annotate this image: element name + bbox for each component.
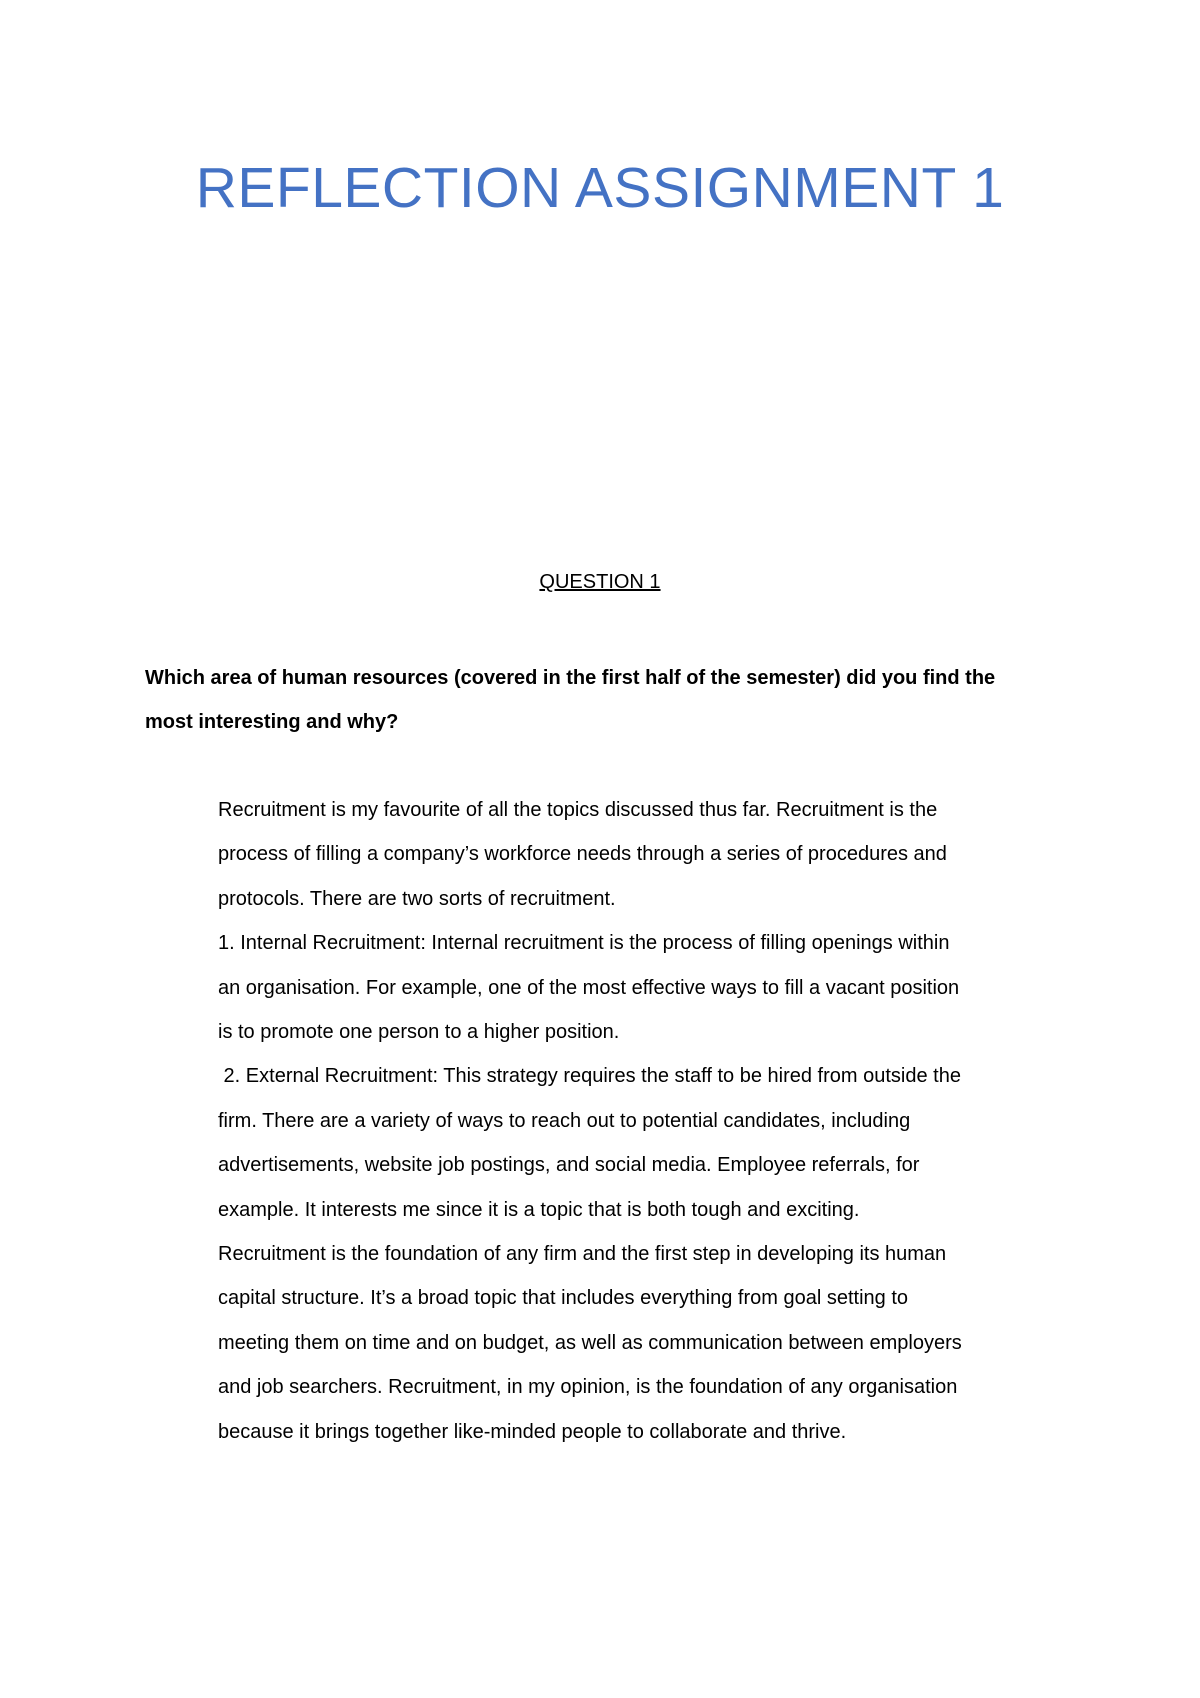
question-heading: QUESTION 1 <box>539 571 661 593</box>
answer-line: Recruitment is my favourite of all the topics discussed thus far. Recruitment is the <box>218 799 938 821</box>
answer-line: meeting them on time and on budget, as well as communication between employers <box>218 1331 962 1354</box>
answer-body <box>218 788 1068 1454</box>
answer-line: advertisements, website job postings, and social media. Employee referrals, for <box>218 1154 920 1177</box>
answer-line: is to promote one person to a higher position. <box>218 1021 620 1044</box>
answer-line: firm. There are a variety of ways to reach out to potential candidates, including <box>218 1109 911 1132</box>
question-line: Which area of human resources (covered in the first half of the semester) did you find the <box>145 667 996 689</box>
answer-line: an organisation. For example, one of the most effective ways to fill a vacant position <box>218 976 960 999</box>
answer-line: 1. Internal Recruitment: Internal recruitment is the process of filling openings within <box>218 932 950 955</box>
question-text <box>145 656 1065 744</box>
answer-line: because it brings together like-minded people to collaborate and thrive. <box>218 1420 847 1443</box>
document-title: REFLECTION ASSIGNMENT 1 <box>195 156 1005 220</box>
answer-line: capital structure. It’s a broad topic that includes everything from goal setting to <box>218 1287 908 1310</box>
answer-line: process of filling a company’s workforce needs through a series of procedures and <box>218 843 947 866</box>
answer-line: protocols. There are two sorts of recruitment. <box>218 887 616 910</box>
answer-line: Recruitment is the foundation of any firm and the first step in developing its human <box>218 1243 947 1266</box>
answer-line: example. It interests me since it is a topic that is both tough and exciting. <box>218 1198 860 1221</box>
answer-line: 2. External Recruitment: This strategy requires the staff to be hired from outside the <box>218 1065 961 1088</box>
answer-line: and job searchers. Recruitment, in my opinion, is the foundation of any organisation <box>218 1376 958 1399</box>
question-line: most interesting and why? <box>145 711 399 733</box>
